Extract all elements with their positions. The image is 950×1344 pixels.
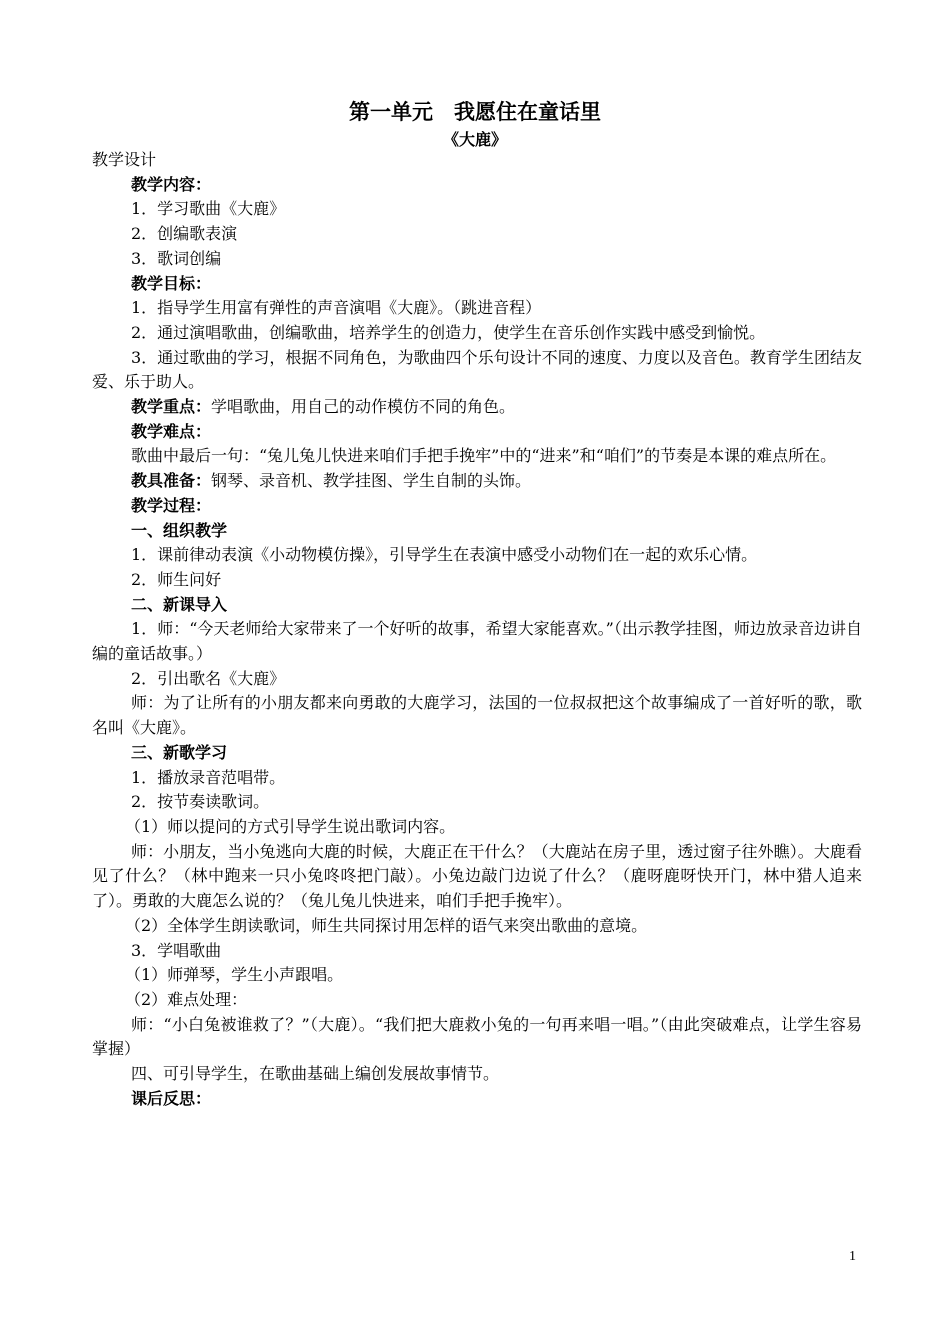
content-item: 1．学习歌曲《大鹿》: [131, 199, 286, 219]
heading-reflection: 课后反思：: [131, 1088, 212, 1108]
heading-step-1: 一、组织教学: [131, 520, 228, 540]
page-number: 1: [849, 1249, 856, 1264]
step-paragraph: （2）难点处理：: [125, 989, 248, 1009]
step-paragraph: 师：为了让所有的小朋友都来向勇敢的大鹿学习，法国的一位叔叔把这个故事编成了一首好听的歌，歌名叫《大鹿》。: [92, 693, 862, 738]
step-paragraph: 2．引出歌名《大鹿》: [131, 668, 286, 688]
heading-step-2: 二、新课导入: [131, 594, 228, 614]
heading-difficulty: 教学难点：: [131, 421, 212, 441]
prep-text: 钢琴、录音机、教学挂图、学生自制的头饰。: [211, 471, 532, 491]
step-paragraph: 2．按节奏读歌词。: [131, 792, 270, 812]
page-title: 第一单元 我愿住在童话里: [349, 100, 601, 124]
step-paragraph: 1．师：“今天老师给大家带来了一个好听的故事，希望大家能喜欢。”（出示教学挂图，师边放录音边讲自编的童话故事。）: [92, 619, 862, 664]
heading-prep: 教具准备：: [131, 471, 212, 491]
heading-focus: 教学重点：: [131, 397, 212, 417]
step-paragraph: 师：“小白兔被谁救了？”（大鹿）。“我们把大鹿救小兔的一句再来唱一唱。”（由此突破难点，让学生容易掌握）: [92, 1014, 862, 1059]
step-4-paragraph: 四、可引导学生，在歌曲基础上编创发展故事情节。: [131, 1064, 500, 1084]
step-paragraph: 1．课前律动表演《小动物模仿操》，引导学生在表演中感受小动物们在一起的欢乐心情。: [131, 545, 758, 565]
content-item: 3．歌词创编: [131, 248, 222, 268]
step-paragraph: 师：小朋友，当小兔逃向大鹿的时候，大鹿正在干什么？（大鹿站在房子里，透过窗子往外瞧）。大鹿看见了什么？（林中跑来一只小兔咚咚把门敲）。小兔边敲门边说了什么？（鹿呀鹿呀快开门，林中猎人追来了）。勇敢的大鹿怎么说的？（兔儿兔儿快进来，咱们手把手挽牢）。: [92, 841, 862, 911]
page-subtitle: 《大鹿》: [442, 130, 507, 149]
focus-text: 学唱歌曲，用自己的动作模仿不同的角色。: [211, 397, 516, 417]
heading-step-3: 三、新歌学习: [131, 742, 228, 762]
goal-item: 2．通过演唱歌曲，创编歌曲，培养学生的创造力，使学生在音乐创作实践中感受到愉悦。: [131, 322, 766, 342]
step-paragraph: 1．播放录音范唱带。: [131, 767, 286, 787]
goal-item: 3．通过歌曲的学习，根据不同角色，为歌曲四个乐句设计不同的速度、力度以及音色。教育学生团结友爱、乐于助人。: [92, 347, 862, 392]
goal-item: 1．指导学生用富有弹性的声音演唱《大鹿》。（跳进音程）: [131, 298, 542, 318]
content-item: 2．创编歌表演: [131, 224, 238, 244]
step-paragraph: （1）师弹琴，学生小声跟唱。: [125, 965, 344, 985]
difficulty-text: 歌曲中最后一句：“兔儿兔儿快进来咱们手把手挽牢”中的“进来”和“咱们”的节奏是本课的难点所在。: [131, 446, 837, 466]
step-paragraph: 3．学唱歌曲: [131, 940, 222, 960]
prep-paragraph: [92, 469, 862, 494]
document-body: [92, 148, 862, 1111]
step-paragraph: （1）师以提问的方式引导学生说出歌词内容。: [125, 816, 456, 836]
step-paragraph: 2．师生问好: [131, 569, 222, 589]
section-label: 教学设计: [92, 150, 157, 169]
heading-content: 教学内容：: [131, 174, 212, 194]
heading-process: 教学过程：: [131, 495, 212, 515]
step-paragraph: （2）全体学生朗读歌词，师生共同探讨用怎样的语气来突出歌曲的意境。: [125, 915, 648, 935]
heading-goals: 教学目标：: [131, 273, 212, 293]
focus-paragraph: [92, 395, 862, 420]
